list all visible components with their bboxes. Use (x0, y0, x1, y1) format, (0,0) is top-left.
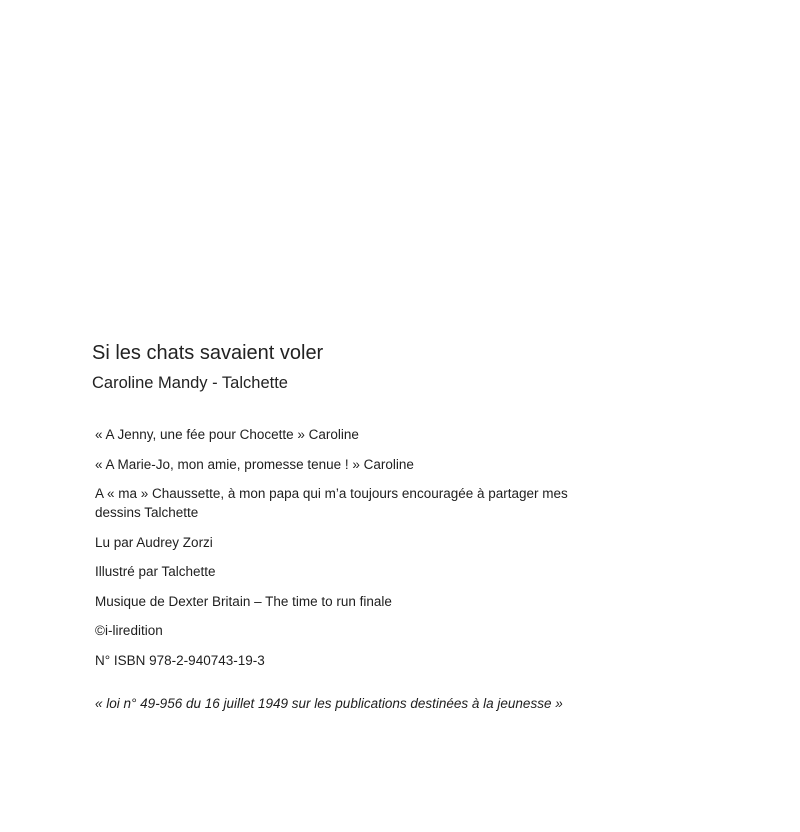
dedication-chaussette: A « ma » Chaussette, à mon papa qui m’a toujours encouragée à partager mes dessins Talchette (95, 486, 568, 520)
legal-notice: « loi n° 49-956 du 16 juillet 1949 sur les publications destinées à la jeunesse » (95, 696, 563, 711)
illustrator-credit: Illustré par Talchette (95, 564, 216, 579)
dedication-jenny: « A Jenny, une fée pour Chocette » Caroline (95, 427, 359, 442)
book-authors: Caroline Mandy - Talchette (92, 374, 288, 392)
isbn-number: N° ISBN 978-2-940743-19-3 (95, 652, 265, 668)
credits-block (95, 425, 615, 680)
copyright-notice: ©i-liredition (95, 623, 163, 638)
book-title: Si les chats savaient voler (92, 342, 324, 364)
narrator-credit: Lu par Audrey Zorzi (95, 534, 213, 550)
music-credit: Musique de Dexter Britain – The time to run finale (95, 593, 392, 609)
dedication-marie-jo: « A Marie-Jo, mon amie, promesse tenue ! » Caroline (95, 456, 414, 472)
